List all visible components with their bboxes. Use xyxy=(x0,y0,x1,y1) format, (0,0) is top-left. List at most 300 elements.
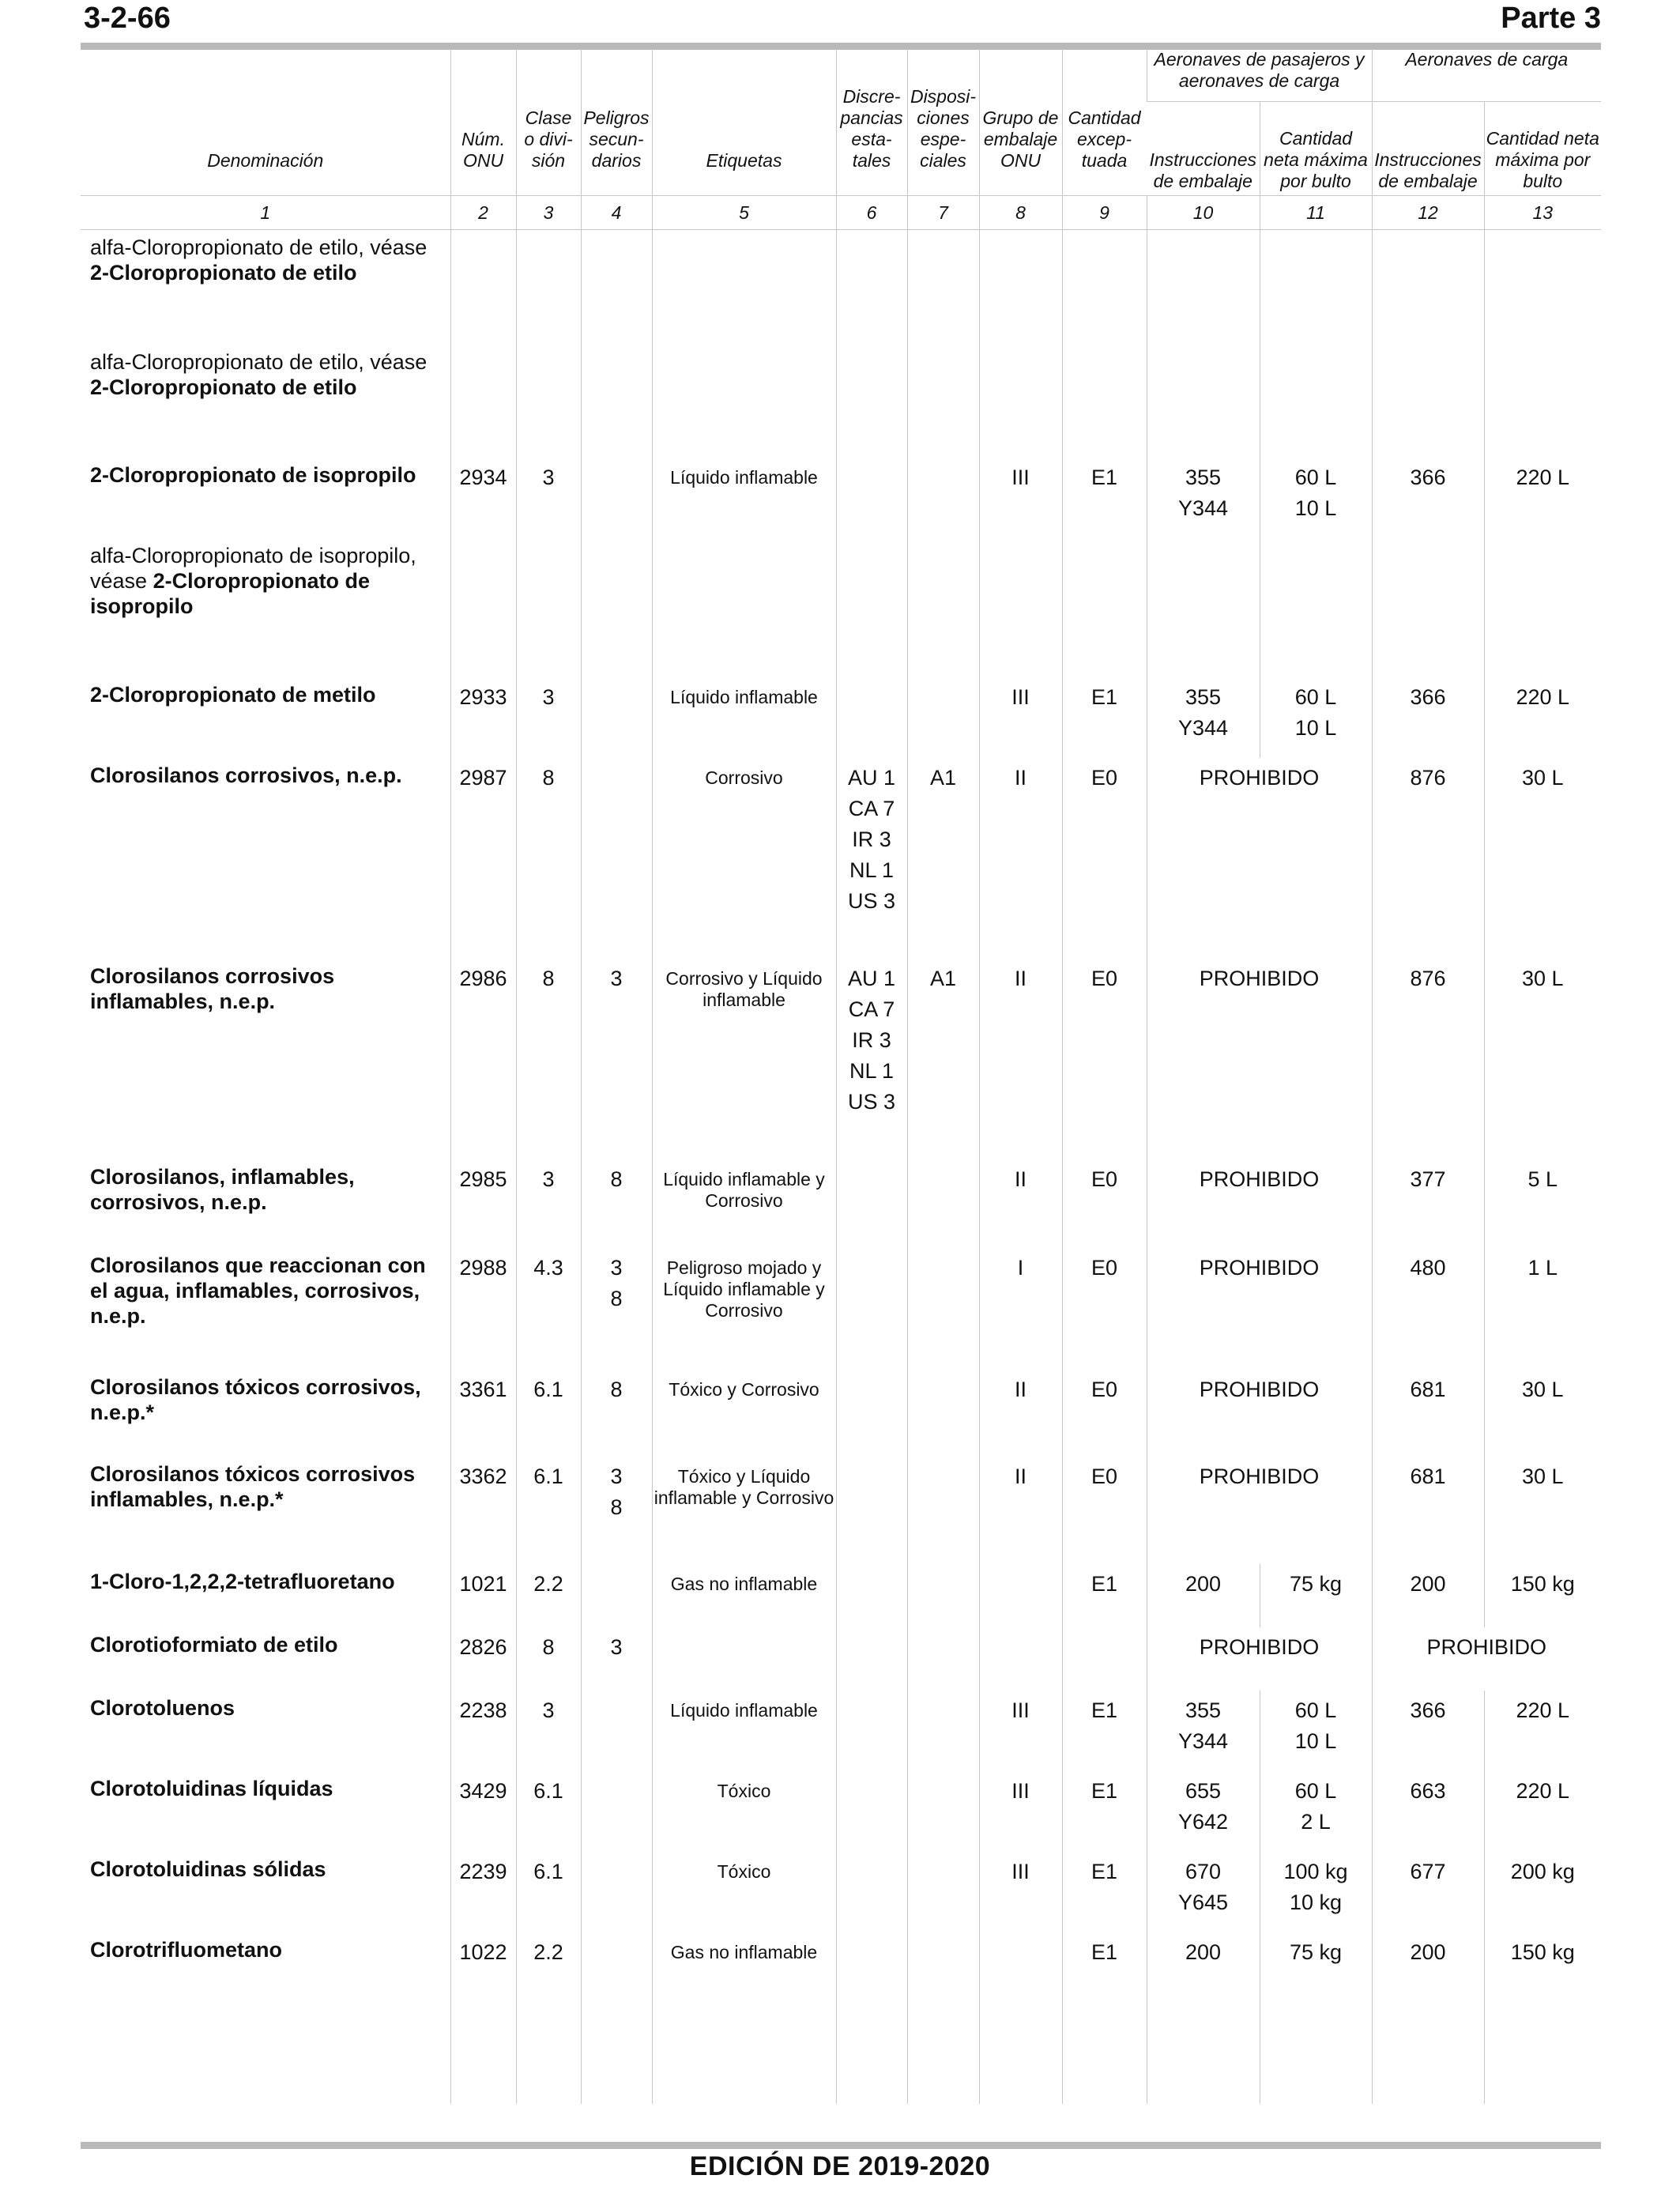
passenger-forbidden: PROHIBIDO xyxy=(1199,1464,1320,1488)
class-division-cell xyxy=(516,1852,581,1932)
excepted-quantity: E1 xyxy=(1090,684,1118,709)
column-number: 4 xyxy=(581,196,652,230)
special-provision-cell xyxy=(907,1457,979,1564)
state-variation-cell xyxy=(836,1691,907,1771)
cargo-max-quantity-cell xyxy=(1484,959,1601,1159)
passenger-max-quantity-cell xyxy=(1260,1564,1372,1627)
cargo-max-quantity-cell xyxy=(1484,1159,1601,1248)
header-pax-cantidad: Cantidad neta máxima por bulto xyxy=(1260,102,1372,196)
subsidiary-hazard-cell xyxy=(581,1691,652,1771)
class-division-cell xyxy=(516,758,581,959)
class-division-cell xyxy=(516,1457,581,1564)
packing-group: III xyxy=(1011,465,1030,489)
state-variation-cell xyxy=(836,458,907,538)
state-variation-cell xyxy=(836,1771,907,1852)
class-division: 8 xyxy=(542,765,555,790)
proper-shipping-name: Clorotoluidinas líquidas xyxy=(90,1776,333,1800)
un-number-cell xyxy=(450,1771,516,1852)
empty-cell xyxy=(516,345,581,458)
subsidiary-hazard: 3 xyxy=(610,1255,623,1280)
excepted-quantity-cell xyxy=(1062,758,1147,959)
cargo-packing-instruction: 663 xyxy=(1410,1778,1446,1803)
packing-group: III xyxy=(1011,1778,1030,1803)
excepted-quantity-cell xyxy=(1062,1771,1147,1852)
header-cantidad-exceptuada: Cantidad exceptuada xyxy=(1062,49,1147,196)
un-number: 1022 xyxy=(459,1940,507,1964)
cross-reference-text: alfa-Cloropropionato de isopropilo, véase xyxy=(90,543,416,593)
state-variation-cell xyxy=(836,1627,907,1691)
passenger-forbidden: PROHIBIDO xyxy=(1199,765,1320,790)
state-variation-cell xyxy=(836,1370,907,1457)
table-row xyxy=(81,1248,1601,1370)
hazard-label-cell xyxy=(652,1852,836,1932)
entry-name xyxy=(81,1159,450,1248)
cargo-packing-instruction-cell xyxy=(1372,1564,1484,1627)
passenger-forbidden: PROHIBIDO xyxy=(1199,1255,1320,1280)
class-division: 3 xyxy=(542,684,555,709)
hazard-label-cell xyxy=(652,1627,836,1691)
class-division: 4.3 xyxy=(533,1255,563,1280)
bottom-rule xyxy=(81,2142,1601,2149)
passenger-max-quantity-cell xyxy=(1260,1932,1372,2104)
empty-cell xyxy=(979,230,1062,345)
cargo-max-quantity-cell xyxy=(1484,1248,1601,1370)
un-number-cell xyxy=(450,1627,516,1691)
passenger-max-quantity: 75 kg xyxy=(1289,1940,1343,1964)
cargo-max-quantity: 30 L xyxy=(1521,1464,1564,1488)
excepted-quantity: E0 xyxy=(1090,1255,1118,1280)
header-pax-instrucciones: Instrucciones de embalaje xyxy=(1149,149,1256,191)
empty-cell xyxy=(979,345,1062,458)
table-row xyxy=(81,1370,1601,1457)
packing-group: II xyxy=(1014,966,1026,990)
excepted-quantity: E1 xyxy=(1090,1859,1118,1883)
cargo-max-quantity-cell xyxy=(1484,1691,1601,1771)
hazard-label: Tóxico y Líquido inflamable y Corrosivo xyxy=(654,1465,834,1508)
passenger-max-quantity-cell xyxy=(1260,1852,1372,1932)
passenger-max-quantity: 60 L xyxy=(1294,1698,1337,1722)
un-number-cell xyxy=(450,677,516,758)
proper-shipping-name: Clorotoluidinas sólidas xyxy=(90,1857,326,1881)
excepted-quantity-cell xyxy=(1062,1691,1147,1771)
passenger-max-quantity: 2 L xyxy=(1301,1809,1331,1834)
un-number: 2239 xyxy=(459,1859,507,1883)
excepted-quantity-cell xyxy=(1062,959,1147,1159)
hazard-label-cell xyxy=(652,1370,836,1457)
special-provision-cell xyxy=(907,1691,979,1771)
passenger-max-quantity: 60 L xyxy=(1294,684,1337,709)
passenger-forbidden: PROHIBIDO xyxy=(1199,1377,1320,1401)
excepted-quantity-cell xyxy=(1062,677,1147,758)
hazard-label: Tóxico y Corrosivo xyxy=(669,1378,819,1400)
column-number: 2 xyxy=(450,196,516,230)
part-label: Parte 3 xyxy=(1501,2,1601,35)
passenger-packing-instruction: Y642 xyxy=(1177,1809,1229,1834)
cross-reference-target: 2-Cloropropionato de isopropilo xyxy=(90,568,371,618)
passenger-max-quantity: 60 L xyxy=(1294,1778,1337,1803)
class-division: 6.1 xyxy=(533,1464,563,1488)
cargo-max-quantity-cell xyxy=(1484,458,1601,538)
hazard-label-cell xyxy=(652,1691,836,1771)
passenger-max-quantity-cell xyxy=(1260,1771,1372,1852)
cargo-packing-instruction-cell xyxy=(1372,1852,1484,1932)
column-number: 1 xyxy=(81,196,450,230)
proper-shipping-name: Clorotoluenos xyxy=(90,1695,235,1720)
class-division: 2.2 xyxy=(533,1571,563,1596)
cargo-packing-instruction-cell xyxy=(1372,758,1484,959)
class-division-cell xyxy=(516,677,581,758)
empty-cell xyxy=(652,230,836,345)
packing-group-cell xyxy=(979,1159,1062,1248)
passenger-max-quantity: 10 L xyxy=(1294,496,1337,520)
column-number: 9 xyxy=(1062,196,1147,230)
passenger-packing-instruction: Y344 xyxy=(1177,1728,1229,1753)
table-row xyxy=(81,1932,1601,2104)
passenger-forbidden: PROHIBIDO xyxy=(1199,1167,1320,1191)
hazard-label: Corrosivo xyxy=(705,767,783,788)
special-provision-cell xyxy=(907,1370,979,1457)
proper-shipping-name: Clorotioformiato de etilo xyxy=(90,1632,338,1657)
cargo-max-quantity: 30 L xyxy=(1521,1377,1564,1401)
subsidiary-hazard-cell xyxy=(581,1771,652,1852)
cargo-max-quantity-cell xyxy=(1484,1771,1601,1852)
cross-reference-target: 2-Cloropropionato de etilo xyxy=(90,375,357,399)
empty-cell xyxy=(450,345,516,458)
cargo-max-quantity-cell xyxy=(1484,1564,1601,1627)
packing-group-cell xyxy=(979,1932,1062,2104)
passenger-forbidden-cell xyxy=(1147,1457,1372,1564)
entry-name xyxy=(81,458,450,538)
excepted-quantity: E0 xyxy=(1090,966,1118,990)
proper-shipping-name: Clorotrifluometano xyxy=(90,1937,282,1962)
empty-cell xyxy=(1372,345,1484,458)
cargo-forbidden: PROHIBIDO xyxy=(1426,1634,1547,1659)
special-provision-cell xyxy=(907,758,979,959)
cargo-packing-instruction: 366 xyxy=(1410,465,1446,489)
header-denominacion: Denominación xyxy=(207,150,324,171)
cargo-packing-instruction: 200 xyxy=(1410,1940,1446,1964)
subsidiary-hazard-cell xyxy=(581,458,652,538)
packing-group-cell xyxy=(979,1457,1062,1564)
state-variation: US 3 xyxy=(847,888,896,913)
empty-cell xyxy=(581,230,652,345)
table-row xyxy=(81,1852,1601,1932)
cargo-max-quantity-cell xyxy=(1484,1932,1601,2104)
column-number: 5 xyxy=(652,196,836,230)
entry-name xyxy=(81,1457,450,1564)
cargo-packing-instruction-cell xyxy=(1372,959,1484,1159)
cargo-max-quantity: 150 kg xyxy=(1510,1940,1575,1964)
header-cargo-instrucciones: Instrucciones de embalaje xyxy=(1372,102,1484,196)
hazard-label: Corrosivo y Líquido inflamable xyxy=(665,967,823,1010)
un-number: 3361 xyxy=(459,1377,507,1401)
special-provision-cell xyxy=(907,1564,979,1627)
state-variation-cell xyxy=(836,1248,907,1370)
column-number: 6 xyxy=(836,196,907,230)
empty-cell xyxy=(1147,345,1260,458)
header-pasajeros-group: Aeronaves de pasajeros y aeronaves de carga xyxy=(1147,49,1372,102)
hazard-label-cell xyxy=(652,1771,836,1852)
empty-cell xyxy=(581,345,652,458)
un-number: 3429 xyxy=(459,1778,507,1803)
passenger-packing-instruction: Y344 xyxy=(1177,496,1229,520)
class-division: 3 xyxy=(542,465,555,489)
un-number: 2987 xyxy=(459,765,507,790)
entry-name xyxy=(81,1370,450,1457)
excepted-quantity-cell xyxy=(1062,1248,1147,1370)
table-row xyxy=(81,1564,1601,1627)
entry-name xyxy=(81,758,450,959)
passenger-packing-instruction: 355 xyxy=(1185,465,1222,489)
state-variation: IR 3 xyxy=(852,827,891,851)
special-provision-cell xyxy=(907,677,979,758)
cargo-packing-instruction: 480 xyxy=(1410,1255,1446,1280)
cargo-max-quantity: 30 L xyxy=(1521,765,1564,790)
empty-cell xyxy=(1260,538,1372,677)
passenger-max-quantity: 10 kg xyxy=(1289,1890,1343,1914)
cargo-max-quantity-cell xyxy=(1484,1457,1601,1564)
hazard-label: Tóxico xyxy=(717,1780,771,1801)
cargo-max-quantity-cell xyxy=(1484,758,1601,959)
excepted-quantity: E0 xyxy=(1090,765,1118,790)
hazard-label-cell xyxy=(652,1159,836,1248)
subsidiary-hazard: 3 xyxy=(610,1464,623,1488)
cargo-max-quantity-cell xyxy=(1484,677,1601,758)
state-variation: CA 7 xyxy=(848,796,895,820)
class-division: 6.1 xyxy=(533,1778,563,1803)
cargo-max-quantity: 150 kg xyxy=(1510,1571,1575,1596)
column-number: 11 xyxy=(1260,196,1372,230)
state-variation: US 3 xyxy=(847,1089,896,1114)
packing-group: II xyxy=(1014,1464,1026,1488)
column-number: 8 xyxy=(979,196,1062,230)
empty-cell xyxy=(1372,538,1484,677)
entry-name xyxy=(81,1564,450,1627)
column-number: 12 xyxy=(1372,196,1484,230)
cargo-max-quantity: 220 L xyxy=(1516,684,1570,709)
special-provision-cell xyxy=(907,1932,979,2104)
un-number: 2826 xyxy=(459,1634,507,1659)
packing-group: II xyxy=(1014,765,1026,790)
hazard-label-cell xyxy=(652,677,836,758)
cargo-max-quantity: 5 L xyxy=(1527,1167,1558,1191)
passenger-packing-instruction: 200 xyxy=(1185,1940,1222,1964)
subsidiary-hazard-cell xyxy=(581,1457,652,1564)
hazard-label: Gas no inflamable xyxy=(670,1573,818,1594)
excepted-quantity: E1 xyxy=(1090,1571,1118,1596)
excepted-quantity: E0 xyxy=(1090,1464,1118,1488)
proper-shipping-name: 2-Cloropropionato de metilo xyxy=(90,682,376,707)
passenger-forbidden: PROHIBIDO xyxy=(1199,966,1320,990)
excepted-quantity: E1 xyxy=(1090,465,1118,489)
table-row xyxy=(81,1159,1601,1248)
state-variation-cell xyxy=(836,677,907,758)
packing-group-cell xyxy=(979,1771,1062,1852)
un-number: 2986 xyxy=(459,966,507,990)
excepted-quantity: E1 xyxy=(1090,1778,1118,1803)
special-provision-cell xyxy=(907,959,979,1159)
class-division-cell xyxy=(516,1564,581,1627)
cargo-max-quantity: 30 L xyxy=(1521,966,1564,990)
excepted-quantity-cell xyxy=(1062,1370,1147,1457)
un-number: 3362 xyxy=(459,1464,507,1488)
hazard-label: Gas no inflamable xyxy=(670,1941,818,1962)
hazard-label-cell xyxy=(652,758,836,959)
cargo-max-quantity: 220 L xyxy=(1516,465,1570,489)
class-division-cell xyxy=(516,458,581,538)
special-provision: A1 xyxy=(929,765,957,790)
state-variation-cell xyxy=(836,1852,907,1932)
hazard-label: Tóxico xyxy=(717,1860,771,1882)
class-division: 8 xyxy=(542,1634,555,1659)
passenger-packing-instruction: 355 xyxy=(1185,684,1222,709)
cargo-packing-instruction-cell xyxy=(1372,1771,1484,1852)
packing-group-cell xyxy=(979,1627,1062,1691)
empty-cell xyxy=(652,345,836,458)
packing-group-cell xyxy=(979,1852,1062,1932)
empty-cell xyxy=(581,538,652,677)
entry-name xyxy=(81,1852,450,1932)
cargo-packing-instruction: 200 xyxy=(1410,1571,1446,1596)
subsidiary-hazard: 8 xyxy=(610,1377,623,1401)
subsidiary-hazard-cell xyxy=(581,959,652,1159)
empty-cell xyxy=(516,230,581,345)
class-division-cell xyxy=(516,1691,581,1771)
hazard-label: Peligroso mojado y Líquido inflamable y Corrosivo xyxy=(663,1257,825,1321)
subsidiary-hazard: 8 xyxy=(610,1286,623,1310)
un-number-cell xyxy=(450,1159,516,1248)
empty-cell xyxy=(450,538,516,677)
cross-reference-target: 2-Cloropropionato de etilo xyxy=(90,261,357,285)
empty-cell xyxy=(1372,230,1484,345)
empty-cell xyxy=(1147,538,1260,677)
cargo-forbidden-cell xyxy=(1372,1627,1601,1691)
state-variation: AU 1 xyxy=(847,765,896,790)
un-number-cell xyxy=(450,458,516,538)
table-row xyxy=(81,345,1601,458)
passenger-packing-instruction: Y344 xyxy=(1177,715,1229,740)
empty-cell xyxy=(1260,345,1372,458)
proper-shipping-name: Clorosilanos que reaccionan con el agua, inflamables, corrosivos, n.e.p. xyxy=(90,1253,426,1328)
special-provision-cell xyxy=(907,1771,979,1852)
excepted-quantity-cell xyxy=(1062,1159,1147,1248)
cargo-max-quantity: 1 L xyxy=(1527,1255,1558,1280)
subsidiary-hazard-cell xyxy=(581,1564,652,1627)
hazard-label: Líquido inflamable xyxy=(670,686,818,707)
class-division-cell xyxy=(516,1159,581,1248)
subsidiary-hazard-cell xyxy=(581,1248,652,1370)
hazard-label-cell xyxy=(652,1564,836,1627)
entry-name xyxy=(81,959,450,1159)
hazard-label-cell xyxy=(652,1932,836,2104)
empty-cell xyxy=(979,538,1062,677)
excepted-quantity-cell xyxy=(1062,1457,1147,1564)
packing-group-cell xyxy=(979,1248,1062,1370)
passenger-packing-instruction: Y645 xyxy=(1177,1890,1229,1914)
un-number-cell xyxy=(450,758,516,959)
hazard-label: Líquido inflamable xyxy=(670,1699,818,1721)
packing-group: I xyxy=(1017,1255,1024,1280)
table-row xyxy=(81,1627,1601,1691)
passenger-max-quantity-cell xyxy=(1260,458,1372,538)
passenger-packing-instruction-cell xyxy=(1147,1771,1260,1852)
un-number: 2238 xyxy=(459,1698,507,1722)
cargo-packing-instruction-cell xyxy=(1372,1932,1484,2104)
entry-name xyxy=(81,1932,450,2104)
cargo-packing-instruction-cell xyxy=(1372,458,1484,538)
passenger-packing-instruction-cell xyxy=(1147,1852,1260,1932)
table-row xyxy=(81,1457,1601,1564)
class-division: 2.2 xyxy=(533,1940,563,1964)
empty-cell xyxy=(516,538,581,677)
header-disposiciones: Disposiciones especiales xyxy=(907,49,979,196)
state-variation-cell xyxy=(836,1564,907,1627)
un-number-cell xyxy=(450,959,516,1159)
state-variation-cell xyxy=(836,1159,907,1248)
cargo-max-quantity: 220 L xyxy=(1516,1778,1570,1803)
cargo-packing-instruction: 681 xyxy=(1410,1377,1446,1401)
empty-cell xyxy=(1484,538,1601,677)
cargo-max-quantity: 220 L xyxy=(1516,1698,1570,1722)
cargo-packing-instruction: 876 xyxy=(1410,966,1446,990)
class-division-cell xyxy=(516,1932,581,2104)
table-row xyxy=(81,458,1601,538)
un-number: 2934 xyxy=(459,465,507,489)
excepted-quantity-cell xyxy=(1062,1852,1147,1932)
class-division: 3 xyxy=(542,1698,555,1722)
entry-name xyxy=(81,677,450,758)
entry-name xyxy=(81,1627,450,1691)
packing-group-cell xyxy=(979,959,1062,1159)
cargo-packing-instruction-cell xyxy=(1372,1159,1484,1248)
passenger-max-quantity-cell xyxy=(1260,1691,1372,1771)
passenger-forbidden-cell xyxy=(1147,1627,1372,1691)
un-number-cell xyxy=(450,1370,516,1457)
class-division-cell xyxy=(516,1370,581,1457)
class-division: 3 xyxy=(542,1167,555,1191)
special-provision-cell xyxy=(907,1248,979,1370)
class-division-cell xyxy=(516,959,581,1159)
state-variation: NL 1 xyxy=(849,1058,895,1083)
packing-group-cell xyxy=(979,758,1062,959)
subsidiary-hazard-cell xyxy=(581,1627,652,1691)
header-peligros-secundarios: Peligros secundarios xyxy=(581,49,652,196)
special-provision-cell xyxy=(907,1159,979,1248)
entry-name xyxy=(81,345,450,458)
header-num-onu: Núm. ONU xyxy=(450,49,516,196)
excepted-quantity-cell xyxy=(1062,1932,1147,2104)
empty-cell xyxy=(836,345,907,458)
column-number: 10 xyxy=(1147,196,1260,230)
packing-group: III xyxy=(1011,684,1030,709)
special-provision-cell xyxy=(907,458,979,538)
passenger-packing-instruction-cell xyxy=(1147,1932,1260,2104)
empty-cell xyxy=(1260,230,1372,345)
un-number: 2985 xyxy=(459,1167,507,1191)
empty-cell xyxy=(1484,345,1601,458)
subsidiary-hazard-cell xyxy=(581,758,652,959)
state-variation-cell xyxy=(836,1457,907,1564)
header-carga-group: Aeronaves de carga xyxy=(1372,49,1601,102)
table-row xyxy=(81,1691,1601,1771)
page-number: 3-2-66 xyxy=(84,2,171,35)
hazard-label-cell xyxy=(652,1248,836,1370)
header-discrepancias: Discrepancias estatales xyxy=(836,49,907,196)
empty-cell xyxy=(907,345,979,458)
state-variation: AU 1 xyxy=(847,966,896,990)
class-division-cell xyxy=(516,1248,581,1370)
cargo-packing-instruction-cell xyxy=(1372,677,1484,758)
